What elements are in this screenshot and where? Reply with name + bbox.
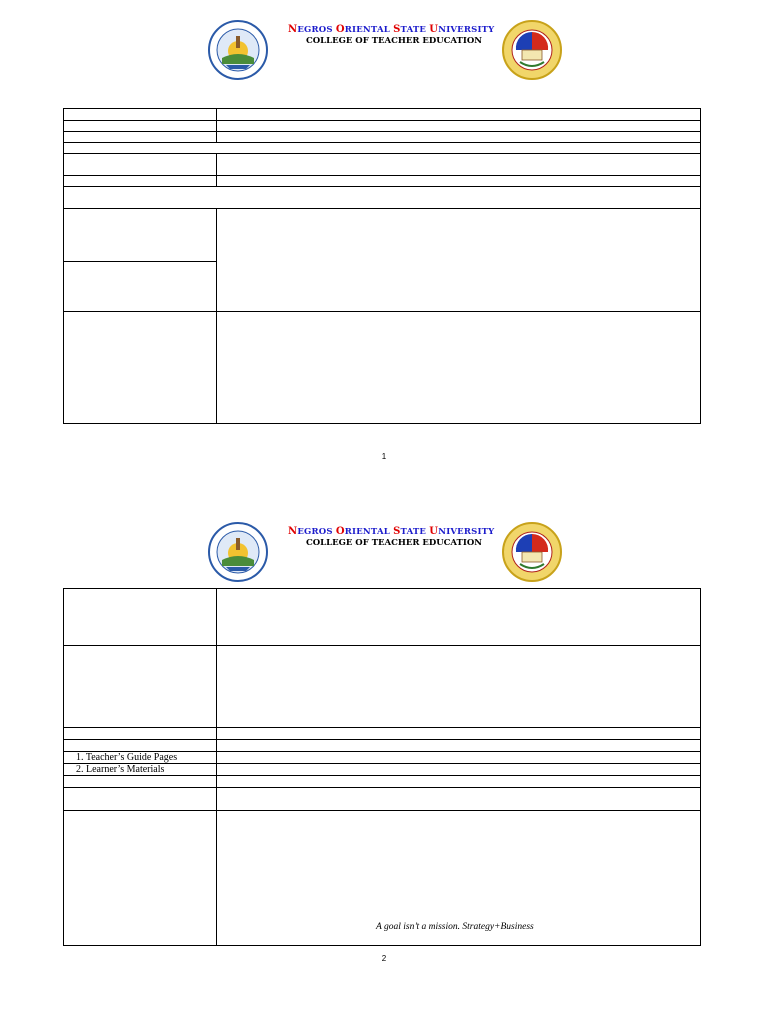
teachers-guide-label: 1. Teacher’s Guide Pages — [64, 752, 217, 764]
table-cell[interactable] — [64, 646, 217, 728]
college-name: COLLEGE OF TEACHER EDUCATION — [306, 538, 483, 548]
table-cell[interactable] — [64, 728, 217, 740]
table-cell[interactable] — [217, 728, 701, 740]
page2-header — [0, 522, 768, 592]
college-of-education-seal-icon — [208, 522, 268, 582]
university-name: NEGROS ORIENTAL STATE UNIVERSITY — [288, 24, 495, 35]
page-number: 1 — [381, 452, 387, 461]
learners-materials-label: 2. Learner’s Materials — [64, 764, 217, 776]
table-cell[interactable] — [64, 209, 217, 262]
table-cell[interactable] — [64, 312, 217, 424]
page1-header — [0, 20, 768, 90]
table-cell[interactable] — [217, 154, 701, 176]
table-cell[interactable] — [217, 589, 701, 646]
table-cell[interactable] — [64, 187, 701, 209]
table-cell[interactable] — [217, 132, 701, 143]
university-seal-icon — [502, 20, 562, 80]
table-cell[interactable] — [217, 312, 701, 424]
table-cell[interactable] — [64, 740, 217, 752]
university-name: NEGROS ORIENTAL STATE UNIVERSITY — [288, 526, 495, 537]
table-cell[interactable] — [64, 154, 217, 176]
college-of-education-seal-icon — [208, 20, 268, 80]
table-cell[interactable] — [64, 788, 217, 811]
page-number: 2 — [381, 954, 387, 963]
table-cell[interactable] — [64, 176, 217, 187]
table-cell[interactable] — [217, 752, 701, 764]
table-cell[interactable] — [217, 740, 701, 752]
table-cell[interactable] — [217, 764, 701, 776]
table-cell[interactable] — [64, 776, 217, 788]
table-cell[interactable] — [217, 109, 701, 121]
table-cell[interactable] — [217, 121, 701, 132]
footer-quote: A goal isn’t a mission. Strategy+Business — [376, 922, 534, 932]
page2-table — [63, 588, 701, 946]
table-cell[interactable] — [64, 132, 217, 143]
table-cell[interactable] — [64, 589, 217, 646]
table-cell[interactable] — [64, 143, 701, 154]
table-cell[interactable] — [217, 209, 701, 312]
table-cell[interactable] — [64, 109, 217, 121]
table-cell[interactable] — [217, 788, 701, 811]
table-cell[interactable] — [217, 646, 701, 728]
table-cell[interactable] — [64, 262, 217, 312]
table-cell[interactable] — [64, 811, 217, 946]
table-cell[interactable] — [64, 121, 217, 132]
table-cell[interactable] — [217, 776, 701, 788]
college-name: COLLEGE OF TEACHER EDUCATION — [306, 36, 483, 46]
table-cell[interactable] — [217, 176, 701, 187]
university-seal-icon — [502, 522, 562, 582]
page1-table — [63, 108, 701, 424]
